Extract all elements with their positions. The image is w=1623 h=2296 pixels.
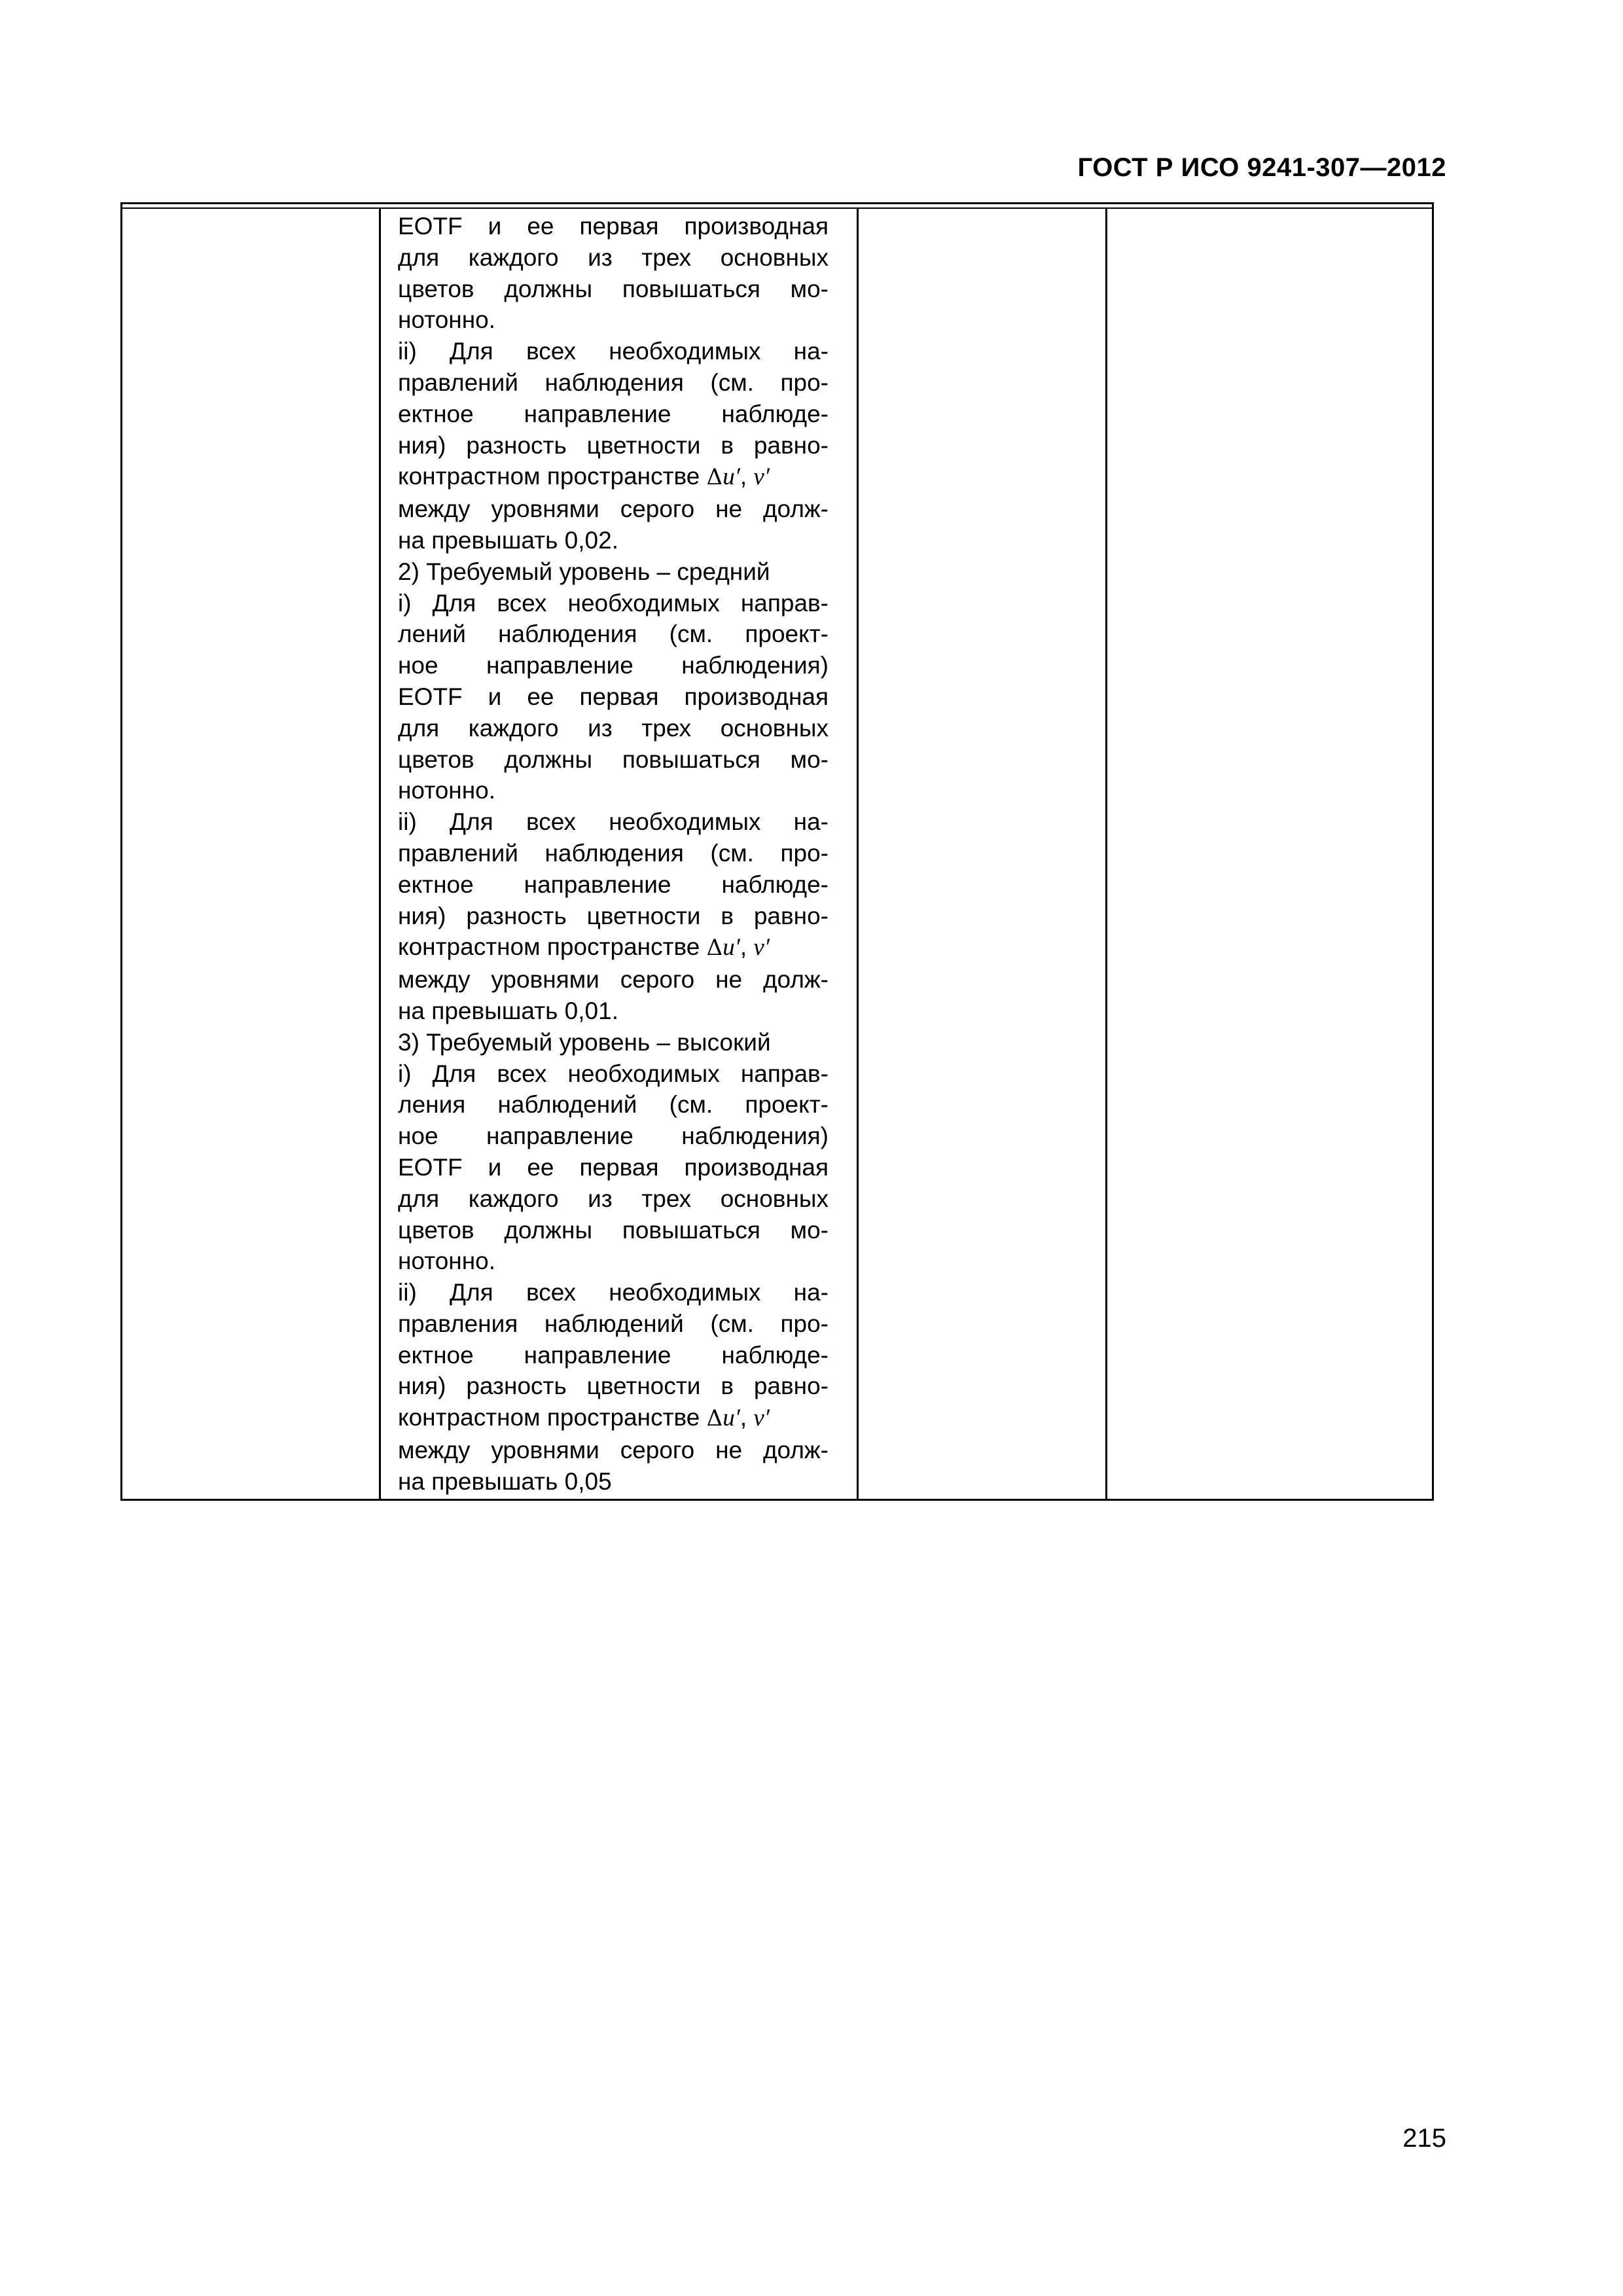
text-line: ния) разность цветности в равно- <box>398 1372 829 1400</box>
text-line: EOTF и ее первая производная <box>398 1153 829 1181</box>
column-divider-2 <box>857 208 859 1501</box>
text-line: цветов должны повышаться мо- <box>398 745 829 773</box>
text-line: нотонно. <box>398 306 496 334</box>
text-line: между уровнями серого не долж- <box>398 1437 829 1464</box>
text-line: на превышать 0,05 <box>398 1467 612 1495</box>
text-line: правления наблюдений (см. про- <box>398 1310 829 1337</box>
level-heading: 3) Требуемый уровень – высокий <box>398 1028 771 1056</box>
text-line: на превышать 0,02. <box>398 526 618 554</box>
delta-symbol: Δ <box>706 464 723 491</box>
text-line: для каждого из трех основных <box>398 243 829 271</box>
column-divider-1 <box>379 208 381 1501</box>
v-prime: v′ <box>753 1405 770 1432</box>
page-number: 215 <box>1402 2124 1446 2153</box>
text-line: лений наблюдения (см. проект- <box>398 620 829 648</box>
u-prime: u′ <box>722 463 740 491</box>
text-line: ii) Для всех необходимых на- <box>398 1279 829 1306</box>
text-line: ii) Для всех необходимых на- <box>398 338 829 365</box>
delta-symbol: Δ <box>706 1405 723 1432</box>
text-line: ния) разность цветности в равно- <box>398 431 829 459</box>
text-line: цветов должны повышаться мо- <box>398 275 829 302</box>
separator: , <box>740 463 754 490</box>
text-line: на превышать 0,01. <box>398 997 618 1024</box>
text-line: между уровнями серого не долж- <box>398 966 829 994</box>
v-prime: v′ <box>753 463 770 491</box>
level-heading: 2) Требуемый уровень – средний <box>398 558 770 585</box>
text-line-formula <box>398 1402 829 1435</box>
text-fragment: контрастном пространстве <box>398 933 707 961</box>
v-prime: v′ <box>753 934 770 961</box>
delta-symbol: Δ <box>706 935 723 961</box>
text-line: i) Для всех необходимых направ- <box>398 589 829 617</box>
text-fragment: контрастном пространстве <box>398 1404 707 1431</box>
text-line: ектное направление наблюде- <box>398 1341 829 1369</box>
separator: , <box>740 1404 754 1431</box>
requirements-cell <box>398 211 829 1498</box>
text-line: нотонно. <box>398 777 496 804</box>
text-line-formula <box>398 931 829 964</box>
text-line: ное направление наблюдения) <box>398 652 829 679</box>
text-line: нотонно. <box>398 1247 496 1275</box>
text-line: ное направление наблюдения) <box>398 1122 829 1150</box>
text-line: правлений наблюдения (см. про- <box>398 368 829 396</box>
column-divider-3 <box>1105 208 1107 1501</box>
standard-header: ГОСТ Р ИСО 9241-307—2012 <box>1077 153 1446 182</box>
text-line: для каждого из трех основных <box>398 1185 829 1212</box>
text-line: цветов должны повышаться мо- <box>398 1216 829 1244</box>
u-prime: u′ <box>722 1405 740 1432</box>
u-prime: u′ <box>722 934 740 961</box>
text-line: i) Для всех необходимых направ- <box>398 1060 829 1087</box>
text-line: правлений наблюдения (см. про- <box>398 839 829 867</box>
table-top-double-rule <box>120 202 1434 209</box>
text-line: ния) разность цветности в равно- <box>398 902 829 929</box>
text-line: для каждого из трех основных <box>398 714 829 742</box>
text-line: ектное направление наблюде- <box>398 400 829 427</box>
text-line-formula <box>398 461 829 493</box>
text-line: EOTF и ее первая производная <box>398 213 829 240</box>
separator: , <box>740 933 754 961</box>
text-line: ления наблюдений (см. проект- <box>398 1091 829 1119</box>
text-line: EOTF и ее первая производная <box>398 683 829 710</box>
text-line: ектное направление наблюде- <box>398 870 829 898</box>
text-fragment: контрастном пространстве <box>398 463 707 490</box>
text-line: ii) Для всех необходимых на- <box>398 808 829 836</box>
text-line: между уровнями серого не долж- <box>398 495 829 523</box>
